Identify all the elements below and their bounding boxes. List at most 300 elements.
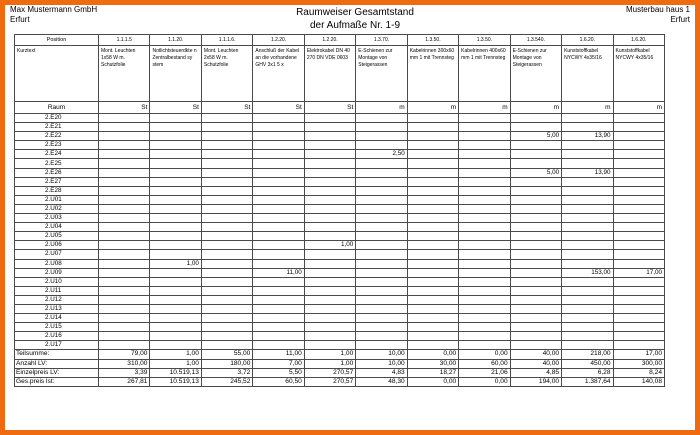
room-name[interactable]: 2.U03: [15, 214, 99, 223]
value-cell[interactable]: [459, 268, 510, 277]
value-cell[interactable]: [510, 259, 561, 268]
value-cell[interactable]: [150, 241, 201, 250]
value-cell[interactable]: [99, 341, 150, 350]
value-cell[interactable]: [459, 314, 510, 323]
summary-value[interactable]: 4,85: [510, 368, 561, 377]
value-cell[interactable]: [304, 250, 355, 259]
value-cell[interactable]: [407, 232, 458, 241]
value-cell[interactable]: [562, 332, 613, 341]
value-cell[interactable]: [253, 114, 304, 123]
value-cell[interactable]: [459, 159, 510, 168]
value-cell[interactable]: [99, 195, 150, 204]
value-cell[interactable]: [407, 250, 458, 259]
value-cell[interactable]: [150, 250, 201, 259]
value-cell[interactable]: [407, 314, 458, 323]
value-cell[interactable]: [613, 114, 664, 123]
value-cell[interactable]: [613, 168, 664, 177]
value-cell[interactable]: [562, 186, 613, 195]
value-cell[interactable]: [407, 114, 458, 123]
value-cell[interactable]: [253, 332, 304, 341]
value-cell[interactable]: [150, 195, 201, 204]
value-cell[interactable]: [356, 259, 407, 268]
unit-cell[interactable]: m: [613, 102, 664, 114]
value-cell[interactable]: [510, 177, 561, 186]
room-name[interactable]: 2.E25: [15, 159, 99, 168]
description-cell[interactable]: Kunststoffkabel NYCWY 4x35/16: [562, 46, 613, 102]
room-name[interactable]: 2.U15: [15, 323, 99, 332]
value-cell[interactable]: [201, 259, 252, 268]
value-cell[interactable]: [150, 304, 201, 313]
room-name[interactable]: 2.U14: [15, 314, 99, 323]
value-cell[interactable]: [510, 304, 561, 313]
value-cell[interactable]: 1,00: [150, 259, 201, 268]
value-cell[interactable]: [407, 168, 458, 177]
description-cell[interactable]: E-Schienen zur Montage von Steigerassen: [356, 46, 407, 102]
value-cell[interactable]: [99, 186, 150, 195]
value-cell[interactable]: [407, 259, 458, 268]
value-cell[interactable]: [150, 332, 201, 341]
summary-value[interactable]: 3,39: [99, 368, 150, 377]
summary-value[interactable]: 270,57: [304, 368, 355, 377]
unit-cell[interactable]: St: [253, 102, 304, 114]
value-cell[interactable]: [99, 168, 150, 177]
summary-value[interactable]: 180,00: [201, 359, 252, 368]
value-cell[interactable]: [150, 214, 201, 223]
value-cell[interactable]: [459, 186, 510, 195]
value-cell[interactable]: [356, 186, 407, 195]
value-cell[interactable]: [459, 250, 510, 259]
position-label[interactable]: Position: [15, 35, 99, 46]
value-cell[interactable]: [201, 150, 252, 159]
room-name[interactable]: 2.U06: [15, 241, 99, 250]
value-cell[interactable]: [356, 114, 407, 123]
value-cell[interactable]: [304, 186, 355, 195]
unit-cell[interactable]: m: [510, 102, 561, 114]
value-cell[interactable]: [253, 141, 304, 150]
position-number[interactable]: 1.3.50.: [407, 35, 458, 46]
value-cell[interactable]: [201, 295, 252, 304]
value-cell[interactable]: [253, 123, 304, 132]
summary-value[interactable]: 79,00: [99, 350, 150, 359]
value-cell[interactable]: [253, 204, 304, 213]
room-name[interactable]: 2.U07: [15, 250, 99, 259]
value-cell[interactable]: [201, 204, 252, 213]
summary-value[interactable]: 1,00: [150, 350, 201, 359]
value-cell[interactable]: [613, 223, 664, 232]
summary-value[interactable]: 11,00: [253, 350, 304, 359]
value-cell[interactable]: [562, 159, 613, 168]
value-cell[interactable]: [201, 141, 252, 150]
value-cell[interactable]: [407, 132, 458, 141]
value-cell[interactable]: [201, 268, 252, 277]
value-cell[interactable]: [613, 250, 664, 259]
value-cell[interactable]: [407, 268, 458, 277]
value-cell[interactable]: [201, 223, 252, 232]
value-cell[interactable]: [99, 159, 150, 168]
value-cell[interactable]: [150, 223, 201, 232]
value-cell[interactable]: [459, 123, 510, 132]
value-cell[interactable]: [253, 132, 304, 141]
value-cell[interactable]: [356, 132, 407, 141]
value-cell[interactable]: [510, 204, 561, 213]
unit-cell[interactable]: m: [407, 102, 458, 114]
value-cell[interactable]: [201, 177, 252, 186]
summary-value[interactable]: 40,00: [510, 359, 561, 368]
value-cell[interactable]: [562, 277, 613, 286]
value-cell[interactable]: [253, 323, 304, 332]
value-cell[interactable]: [510, 159, 561, 168]
value-cell[interactable]: [459, 286, 510, 295]
position-number[interactable]: 1.2.20.: [304, 35, 355, 46]
value-cell[interactable]: [356, 314, 407, 323]
value-cell[interactable]: [304, 286, 355, 295]
description-cell[interactable]: Anschluß der Kabel an die vorhandene GHV 3x1 5 x: [253, 46, 304, 102]
value-cell[interactable]: [459, 304, 510, 313]
value-cell[interactable]: [99, 123, 150, 132]
value-cell[interactable]: [613, 323, 664, 332]
value-cell[interactable]: [150, 268, 201, 277]
value-cell[interactable]: [510, 141, 561, 150]
value-cell[interactable]: [304, 114, 355, 123]
summary-value[interactable]: 10,00: [356, 359, 407, 368]
value-cell[interactable]: [613, 295, 664, 304]
summary-value[interactable]: 7,00: [253, 359, 304, 368]
value-cell[interactable]: [510, 323, 561, 332]
value-cell[interactable]: [510, 277, 561, 286]
value-cell[interactable]: [613, 304, 664, 313]
value-cell[interactable]: [407, 214, 458, 223]
value-cell[interactable]: [562, 204, 613, 213]
value-cell[interactable]: [562, 214, 613, 223]
value-cell[interactable]: [201, 323, 252, 332]
value-cell[interactable]: [510, 286, 561, 295]
value-cell[interactable]: [201, 132, 252, 141]
value-cell[interactable]: [99, 132, 150, 141]
value-cell[interactable]: [99, 286, 150, 295]
value-cell[interactable]: [407, 304, 458, 313]
value-cell[interactable]: [99, 250, 150, 259]
value-cell[interactable]: [356, 195, 407, 204]
value-cell[interactable]: [510, 341, 561, 350]
value-cell[interactable]: [459, 223, 510, 232]
summary-value[interactable]: 450,00: [562, 359, 613, 368]
value-cell[interactable]: [304, 304, 355, 313]
value-cell[interactable]: 153,00: [562, 268, 613, 277]
value-cell[interactable]: [99, 223, 150, 232]
value-cell[interactable]: [459, 214, 510, 223]
value-cell[interactable]: [562, 250, 613, 259]
value-cell[interactable]: [304, 159, 355, 168]
value-cell[interactable]: [459, 114, 510, 123]
value-cell[interactable]: [150, 232, 201, 241]
value-cell[interactable]: [150, 141, 201, 150]
value-cell[interactable]: [407, 123, 458, 132]
kurztext-label[interactable]: Kurztext: [15, 46, 99, 102]
value-cell[interactable]: [613, 277, 664, 286]
summary-value[interactable]: 8,24: [613, 368, 664, 377]
value-cell[interactable]: [150, 159, 201, 168]
value-cell[interactable]: [459, 141, 510, 150]
summary-value[interactable]: 40,00: [510, 350, 561, 359]
summary-value[interactable]: 1.387,64: [562, 377, 613, 386]
value-cell[interactable]: 11,00: [253, 268, 304, 277]
unit-cell[interactable]: St: [150, 102, 201, 114]
value-cell[interactable]: [613, 314, 664, 323]
value-cell[interactable]: [201, 214, 252, 223]
room-name[interactable]: 2.E20: [15, 114, 99, 123]
value-cell[interactable]: [356, 141, 407, 150]
description-cell[interactable]: Mont. Leuchten 2x58 W m. Schutzfolie: [201, 46, 252, 102]
description-cell[interactable]: Mont. Leuchten 1x58 W m. Schutzfolie: [99, 46, 150, 102]
value-cell[interactable]: [459, 295, 510, 304]
value-cell[interactable]: [459, 204, 510, 213]
value-cell[interactable]: [253, 295, 304, 304]
value-cell[interactable]: [150, 150, 201, 159]
value-cell[interactable]: [150, 123, 201, 132]
room-name[interactable]: 2.E26: [15, 168, 99, 177]
value-cell[interactable]: [304, 323, 355, 332]
value-cell[interactable]: [201, 232, 252, 241]
room-name[interactable]: 2.E21: [15, 123, 99, 132]
value-cell[interactable]: [304, 204, 355, 213]
value-cell[interactable]: [356, 268, 407, 277]
summary-value[interactable]: 17,00: [613, 350, 664, 359]
value-cell[interactable]: [510, 241, 561, 250]
value-cell[interactable]: [356, 223, 407, 232]
value-cell[interactable]: [253, 186, 304, 195]
summary-value[interactable]: 310,00: [99, 359, 150, 368]
value-cell[interactable]: [201, 159, 252, 168]
summary-value[interactable]: 10,00: [356, 350, 407, 359]
value-cell[interactable]: [356, 323, 407, 332]
value-cell[interactable]: [150, 204, 201, 213]
position-number[interactable]: 1.6.20.: [613, 35, 664, 46]
value-cell[interactable]: [304, 168, 355, 177]
value-cell[interactable]: [99, 241, 150, 250]
value-cell[interactable]: [562, 259, 613, 268]
value-cell[interactable]: [304, 259, 355, 268]
summary-value[interactable]: 300,00: [613, 359, 664, 368]
value-cell[interactable]: [459, 168, 510, 177]
value-cell[interactable]: [99, 304, 150, 313]
value-cell[interactable]: [613, 132, 664, 141]
value-cell[interactable]: [407, 150, 458, 159]
description-cell[interactable]: Elektrokabel DN 40 270 DN VDE 0603: [304, 46, 355, 102]
value-cell[interactable]: [562, 323, 613, 332]
value-cell[interactable]: [253, 277, 304, 286]
value-cell[interactable]: [201, 332, 252, 341]
position-number[interactable]: 1.6.20.: [562, 35, 613, 46]
value-cell[interactable]: [304, 150, 355, 159]
value-cell[interactable]: [99, 141, 150, 150]
summary-value[interactable]: 267,81: [99, 377, 150, 386]
value-cell[interactable]: [562, 150, 613, 159]
value-cell[interactable]: [253, 195, 304, 204]
summary-value[interactable]: 245,52: [201, 377, 252, 386]
value-cell[interactable]: [613, 204, 664, 213]
summary-value[interactable]: 5,50: [253, 368, 304, 377]
summary-value[interactable]: 60,00: [459, 359, 510, 368]
value-cell[interactable]: [407, 223, 458, 232]
room-name[interactable]: 2.U02: [15, 204, 99, 213]
value-cell[interactable]: [253, 159, 304, 168]
description-cell[interactable]: Kabelrinnen 300x60 mm 1 mit Trennsteg: [407, 46, 458, 102]
description-cell[interactable]: E-Schienen zur Montage von Steigerassen: [510, 46, 561, 102]
value-cell[interactable]: [356, 250, 407, 259]
value-cell[interactable]: [304, 141, 355, 150]
value-cell[interactable]: [407, 341, 458, 350]
value-cell[interactable]: 5,00: [510, 132, 561, 141]
value-cell[interactable]: [304, 332, 355, 341]
description-cell[interactable]: Notlichtsteuerdkte n Zentralbestand sy stem: [150, 46, 201, 102]
value-cell[interactable]: [356, 304, 407, 313]
value-cell[interactable]: [99, 177, 150, 186]
value-cell[interactable]: [253, 168, 304, 177]
value-cell[interactable]: [562, 314, 613, 323]
value-cell[interactable]: [562, 223, 613, 232]
value-cell[interactable]: [510, 232, 561, 241]
value-cell[interactable]: [407, 195, 458, 204]
value-cell[interactable]: [201, 241, 252, 250]
value-cell[interactable]: [510, 332, 561, 341]
value-cell[interactable]: [99, 277, 150, 286]
value-cell[interactable]: [253, 177, 304, 186]
value-cell[interactable]: [407, 295, 458, 304]
value-cell[interactable]: [150, 314, 201, 323]
value-cell[interactable]: [613, 341, 664, 350]
value-cell[interactable]: [562, 241, 613, 250]
room-name[interactable]: 2.U05: [15, 232, 99, 241]
summary-value[interactable]: 1,00: [304, 359, 355, 368]
value-cell[interactable]: [510, 214, 561, 223]
summary-value[interactable]: 30,00: [407, 359, 458, 368]
value-cell[interactable]: [562, 177, 613, 186]
summary-label[interactable]: Einzelpreis LV:: [15, 368, 99, 377]
summary-value[interactable]: 18,27: [407, 368, 458, 377]
room-name[interactable]: 2.U09: [15, 268, 99, 277]
description-cell[interactable]: Kunststoffkabel NYCWY 4x35/16: [613, 46, 664, 102]
room-name[interactable]: 2.E28: [15, 186, 99, 195]
value-cell[interactable]: [356, 177, 407, 186]
value-cell[interactable]: [99, 214, 150, 223]
value-cell[interactable]: [253, 232, 304, 241]
value-cell[interactable]: [150, 286, 201, 295]
summary-value[interactable]: 0,00: [407, 377, 458, 386]
value-cell[interactable]: [304, 123, 355, 132]
value-cell[interactable]: [613, 150, 664, 159]
value-cell[interactable]: [510, 314, 561, 323]
summary-value[interactable]: 60,50: [253, 377, 304, 386]
value-cell[interactable]: [253, 223, 304, 232]
value-cell[interactable]: [613, 123, 664, 132]
value-cell[interactable]: [253, 214, 304, 223]
value-cell[interactable]: [510, 123, 561, 132]
value-cell[interactable]: [356, 168, 407, 177]
value-cell[interactable]: [99, 295, 150, 304]
room-name[interactable]: 2.U04: [15, 223, 99, 232]
value-cell[interactable]: [510, 223, 561, 232]
description-cell[interactable]: Kabelrinnen 400x60 mm 1 mit Trennsteg: [459, 46, 510, 102]
value-cell[interactable]: [201, 114, 252, 123]
value-cell[interactable]: [356, 341, 407, 350]
room-name[interactable]: 2.U08: [15, 259, 99, 268]
summary-value[interactable]: 218,00: [562, 350, 613, 359]
summary-label[interactable]: Teilsumme:: [15, 350, 99, 359]
summary-label[interactable]: Anzahl LV:: [15, 359, 99, 368]
value-cell[interactable]: [201, 195, 252, 204]
value-cell[interactable]: [562, 295, 613, 304]
value-cell[interactable]: [613, 214, 664, 223]
unit-cell[interactable]: St: [99, 102, 150, 114]
summary-value[interactable]: 10.519,13: [150, 377, 201, 386]
summary-value[interactable]: 10.519,13: [150, 368, 201, 377]
room-name[interactable]: 2.E22: [15, 132, 99, 141]
value-cell[interactable]: [356, 332, 407, 341]
value-cell[interactable]: [459, 323, 510, 332]
position-number[interactable]: 1.1.1.5: [99, 35, 150, 46]
value-cell[interactable]: [407, 141, 458, 150]
value-cell[interactable]: [459, 259, 510, 268]
value-cell[interactable]: [356, 159, 407, 168]
value-cell[interactable]: [253, 341, 304, 350]
value-cell[interactable]: [459, 177, 510, 186]
summary-value[interactable]: 194,00: [510, 377, 561, 386]
room-name[interactable]: 2.U10: [15, 277, 99, 286]
value-cell[interactable]: [613, 159, 664, 168]
summary-value[interactable]: 48,30: [356, 377, 407, 386]
position-number[interactable]: 1.3.50.: [459, 35, 510, 46]
value-cell[interactable]: 13,90: [562, 132, 613, 141]
value-cell[interactable]: [304, 277, 355, 286]
unit-cell[interactable]: St: [304, 102, 355, 114]
summary-label[interactable]: Ges.preis lst:: [15, 377, 99, 386]
summary-value[interactable]: 1,00: [150, 359, 201, 368]
value-cell[interactable]: [459, 195, 510, 204]
value-cell[interactable]: [356, 123, 407, 132]
value-cell[interactable]: [201, 277, 252, 286]
value-cell[interactable]: [562, 304, 613, 313]
value-cell[interactable]: [304, 268, 355, 277]
summary-value[interactable]: 0,00: [407, 350, 458, 359]
position-number[interactable]: 1.1.20.: [150, 35, 201, 46]
value-cell[interactable]: [562, 195, 613, 204]
value-cell[interactable]: [562, 286, 613, 295]
summary-value[interactable]: 55,00: [201, 350, 252, 359]
value-cell[interactable]: [510, 295, 561, 304]
value-cell[interactable]: 1,00: [304, 241, 355, 250]
room-name[interactable]: 2.U13: [15, 304, 99, 313]
value-cell[interactable]: [150, 114, 201, 123]
value-cell[interactable]: [304, 177, 355, 186]
summary-value[interactable]: 3,72: [201, 368, 252, 377]
value-cell[interactable]: [356, 286, 407, 295]
unit-cell[interactable]: St: [201, 102, 252, 114]
value-cell[interactable]: [99, 268, 150, 277]
value-cell[interactable]: 5,00: [510, 168, 561, 177]
value-cell[interactable]: [304, 214, 355, 223]
value-cell[interactable]: [407, 323, 458, 332]
value-cell[interactable]: [459, 132, 510, 141]
value-cell[interactable]: [562, 114, 613, 123]
value-cell[interactable]: [459, 332, 510, 341]
value-cell[interactable]: [304, 295, 355, 304]
value-cell[interactable]: [201, 168, 252, 177]
summary-value[interactable]: 140,08: [613, 377, 664, 386]
value-cell[interactable]: [459, 150, 510, 159]
value-cell[interactable]: [510, 186, 561, 195]
value-cell[interactable]: [201, 314, 252, 323]
summary-value[interactable]: 0,00: [459, 377, 510, 386]
